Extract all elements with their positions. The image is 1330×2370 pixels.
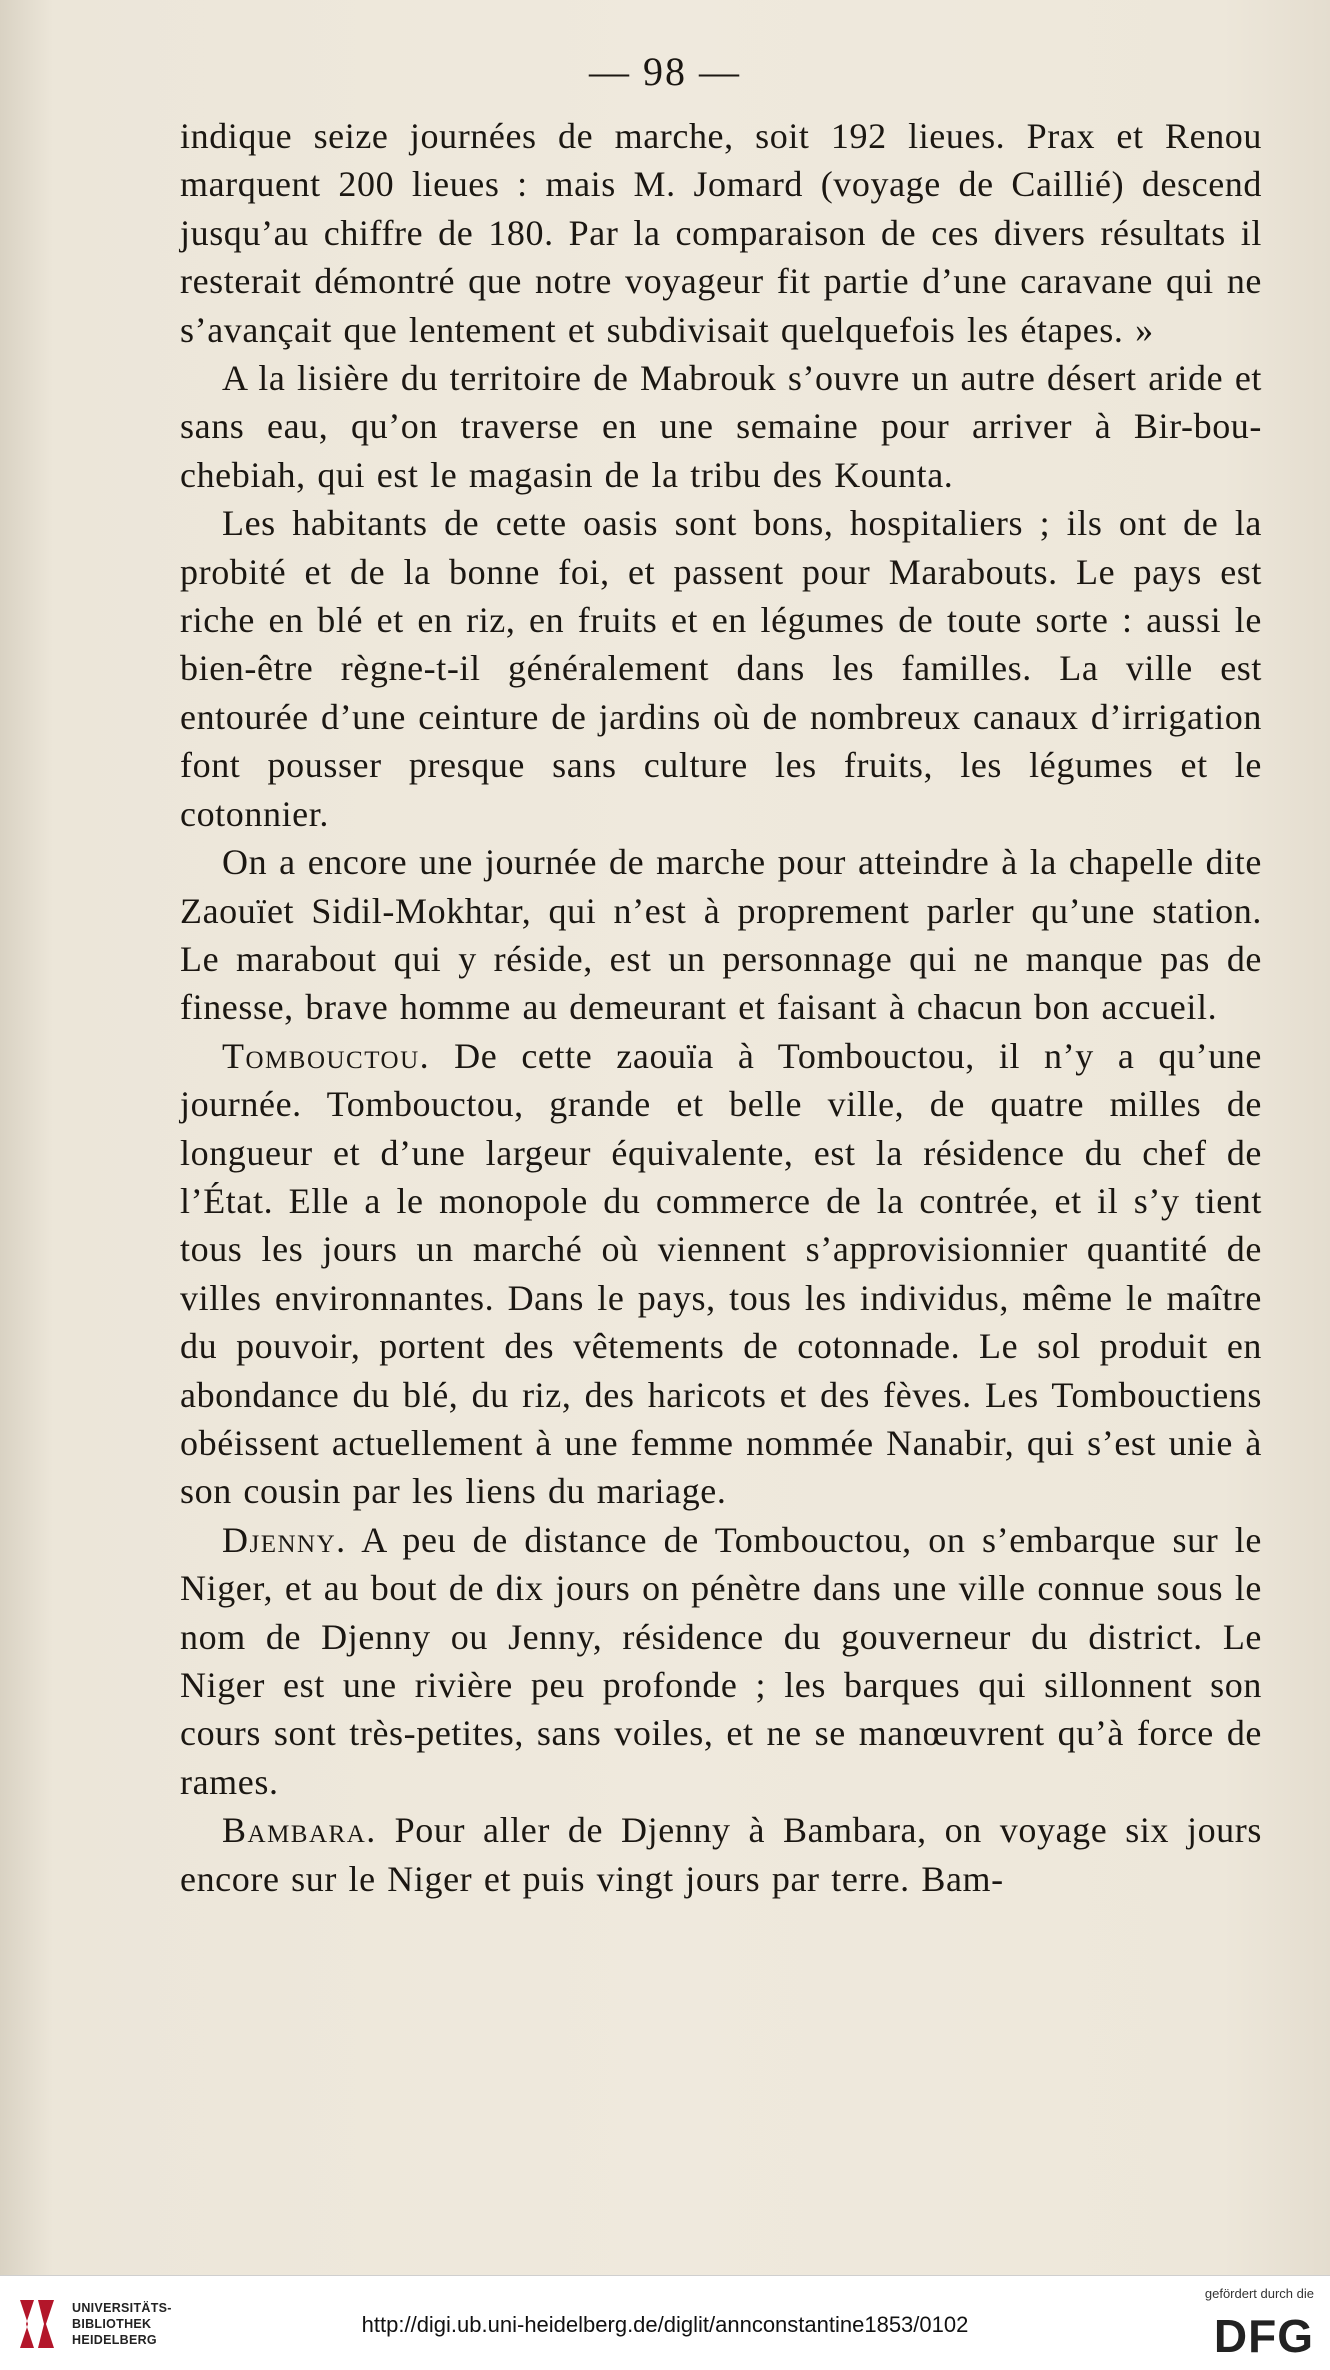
paragraph-1: indique seize journées de marche, soit 192 lieues. Prax et Renou marquent 200 lieues : mais M. Jomard (voyage de Caillié) descend jusqu’au chiffre de 180. Par la comparaison de ces divers résultats il resterait démontré que notre voyageur fit partie d’une caravane qui ne s’avançait que lentement et subdivisait quelquefois les étapes. » — [180, 116, 1262, 350]
paragraph-djenny-text: A peu de distance de Tombouctou, on s’embarque sur le Niger, et au bout de dix jours on pénètre dans une ville connue sous le nom de Djenny ou Jenny, résidence du gouverneur du district. Le Niger est une rivière peu profonde ; les barques qui sillonnent son cours sont très-petites, sans voiles, et ne se manœuvrent qu’à force de rames. — [180, 1519, 1262, 1802]
library-name-line-1: UNIVERSITÄTS- — [72, 2301, 172, 2315]
section-heading-bambara: Bambara. — [222, 1810, 377, 1851]
page-number: — 98 — — [589, 49, 741, 94]
section-heading-djenny: Djenny. — [222, 1519, 347, 1560]
library-name-line-2: BIBLIOTHEK — [72, 2317, 152, 2331]
section-heading-tombouctou: Tombouctou. — [222, 1035, 431, 1076]
library-name-line-3: HEIDELBERG — [72, 2333, 157, 2347]
paragraph-tombouctou — [180, 1032, 1262, 1516]
dfg-logo: DFG — [1213, 2310, 1314, 2362]
page-body — [180, 112, 1262, 1903]
paragraph-2: A la lisière du territoire de Mabrouk s’ouvre un autre désert aride et sans eau, qu’on traverse en une semaine pour arriver à Bir-bou-chebiah, qui est le magasin de la tribu des Kounta. — [180, 358, 1262, 495]
paragraph-3: Les habitants de cette oasis sont bons, hospitaliers ; ils ont de la probité et de la bonne foi, et passent pour Marabouts. Le pays est riche en blé et en riz, en fruits et en légumes de toute sorte : aussi le bien-être règne-t-il généralement dans les familles. La ville est entourée d’une ceinture de jardins où de nombreux canaux d’irrigation font pousser presque sans culture les fruits, les légumes et le cotonnier. — [180, 503, 1262, 834]
document-url-link[interactable]: http://digi.ub.uni-heidelberg.de/diglit/annconstantine1853/0102 — [361, 2312, 969, 2337]
paragraph-tombouctou-text: De cette zaouïa à Tombouctou, il n’y a qu’une journée. Tombouctou, grande et belle ville, de quatre milles de longueur et d’une largeur équivalente, est la résidence du chef de l’État. Elle a le monopole du commerce de la contrée, et il s’y tient tous les jours un marché où viennent s’approvisionnier quantité de villes environnantes. Dans le pays, tous les individus, même le maître du pouvoir, portent des vêtements de cotonnade. Le sol produit en abondance du blé, du riz, des haricots et des fèves. Les Tombouctiens obéissent actuellement à une femme nommée Nanabir, qui s’est unie à son cousin par les liens du mariage. — [180, 1035, 1262, 1512]
digitization-footer — [0, 2275, 1330, 2370]
paragraph-4: On a encore une journée de marche pour atteindre à la chapelle dite Zaouïet Sidil-Mokhtar, qui n’est à proprement parler qu’une station. Le marabout qui y réside, est un personnage qui ne manque pas de finesse, brave homme au demeurant et faisant à chacun bon accueil. — [180, 842, 1262, 1028]
paragraph-djenny — [180, 1516, 1262, 1806]
paragraph-bambara — [180, 1806, 1262, 1903]
funded-by-label: gefördert durch die — [1204, 2286, 1314, 2301]
paragraph-bambara-text: Pour aller de Djenny à Bambara, on voyage six jours encore sur le Niger et puis vingt jours par terre. Bam- — [180, 1810, 1262, 1899]
